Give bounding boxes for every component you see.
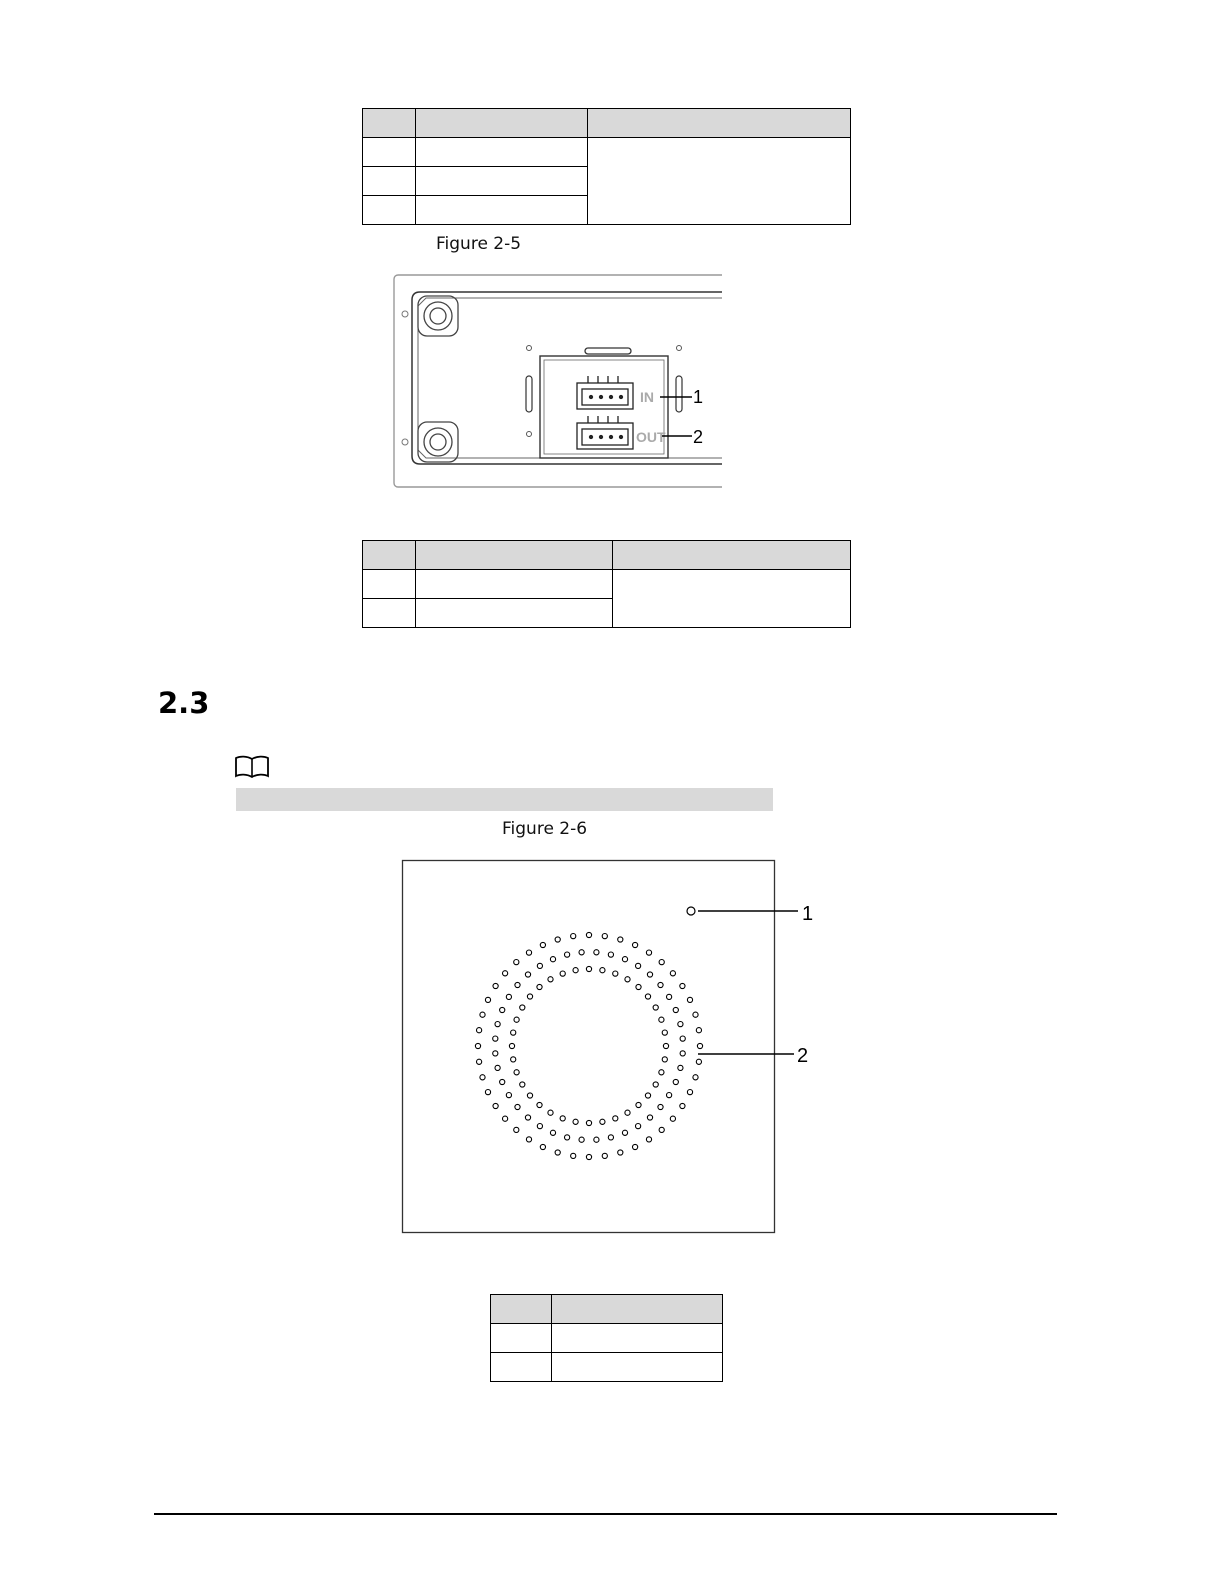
grille-hole [571,1153,576,1158]
grille-hole [658,1104,663,1109]
grille-hole [526,1137,531,1142]
grille-hole [537,1124,542,1129]
header-cell-name [416,541,613,570]
section-number: 2.3 [158,686,210,720]
grille-hole [670,971,675,976]
grille-hole [613,971,618,976]
grille-hole [658,982,663,987]
grille-hole [540,942,545,947]
cell-name [416,570,613,599]
grille-hole [506,1093,511,1098]
grille-hole [636,963,641,968]
table-2 [362,540,851,628]
grille-hole [608,1135,613,1140]
grille-hole [653,1005,658,1010]
grille-hole [636,1124,641,1129]
grille-hole [525,972,530,977]
header-cell-name [416,109,588,138]
cell-no [491,1353,552,1382]
grille-hole [696,1028,701,1033]
grille-hole [647,972,652,977]
grille-hole [693,1012,698,1017]
port-in-connector [577,376,633,409]
grille-hole [678,1022,683,1027]
grille-hole [565,952,570,957]
grille-hole [622,1130,627,1135]
cell-no [363,167,416,196]
grille-hole [697,1043,702,1048]
grille-hole [680,1103,685,1108]
header-cell-description [613,541,851,570]
grille-hole [555,1150,560,1155]
grille-hole [647,1115,652,1120]
grille-hole [560,971,565,976]
book-icon [234,755,270,779]
grille-hole [586,1120,591,1125]
callout-number-2: 2 [797,1045,809,1067]
grille-hole [663,1043,668,1048]
grille-hole [618,1150,623,1155]
grille-hole [511,1030,516,1035]
grille-hole [560,1116,565,1121]
cell-description [588,138,851,225]
grille-hole [659,1127,664,1132]
grille-hole [537,984,542,989]
grille-hole [636,1102,641,1107]
grille-hole [600,968,605,973]
grille-hole [511,1057,516,1062]
grille-hole [493,1051,498,1056]
grille-hole [520,1082,525,1087]
grille-hole [667,1093,672,1098]
grille-hole [670,1116,675,1121]
cell-no [491,1324,552,1353]
grille-hole [625,977,630,982]
grille-hole [625,1110,630,1115]
grille-hole [525,1115,530,1120]
figure-2-5-module-rear [392,272,722,490]
table-row [491,1353,723,1382]
grille-hole [586,1154,591,1159]
grille-hole [673,1079,678,1084]
grille-hole [500,1007,505,1012]
grille-hole [493,1036,498,1041]
grille-hole [602,1153,607,1158]
table-header-row [363,541,851,570]
grille-hole [480,1075,485,1080]
grille-hole [673,1007,678,1012]
table-header-row [363,109,851,138]
grille-hole [594,950,599,955]
table-row [491,1324,723,1353]
table-3 [490,1294,723,1382]
grille-hole [659,1070,664,1075]
table-header-row [491,1295,723,1324]
grille-hole [495,1022,500,1027]
corner-screw-tl [418,296,458,336]
header-cell-no [363,541,416,570]
grille-hole [667,994,672,999]
grille-hole [503,971,508,976]
grille-hole [493,1103,498,1108]
grille-hole [645,994,650,999]
grille-hole [550,957,555,962]
grille-hole [653,1082,658,1087]
grille-hole [633,1144,638,1149]
header-cell-no [363,109,416,138]
grille-hole [602,934,607,939]
grille-hole [503,1116,508,1121]
grille-hole [526,950,531,955]
grille-hole [662,1057,667,1062]
port-out-label: OUT [636,429,666,445]
grille-hole [477,1059,482,1064]
grille-hole [527,994,532,999]
grille-hole [645,1093,650,1098]
figure-caption-2-6: Figure 2-6 [502,819,588,839]
grille-hole [680,983,685,988]
grille-hole [636,984,641,989]
grille-hole [573,1119,578,1124]
grille-hole [555,937,560,942]
grille-hole [485,1090,490,1095]
grille-hole [515,1104,520,1109]
grille-hole [550,1130,555,1135]
header-cell-no [491,1295,552,1324]
grille-hole [514,960,519,965]
grille-hole [527,1093,532,1098]
grille-hole [540,1144,545,1149]
grille-hole [594,1137,599,1142]
table-1 [362,108,851,225]
figure-caption-2-5: Figure 2-5 [436,234,522,254]
grille-hole [680,1036,685,1041]
footer-rule [154,1513,1057,1515]
grille-hole [573,968,578,973]
grille-hole [548,977,553,982]
note-bar [236,788,773,811]
port-in-label: IN [640,389,654,405]
grille-hole [680,1051,685,1056]
grille-hole [579,950,584,955]
callout-number-1: 1 [802,903,814,925]
grille-hole [687,997,692,1002]
header-cell-description [588,109,851,138]
grille-hole [506,994,511,999]
grille-hole [565,1135,570,1140]
grille-hole [659,1017,664,1022]
cell-no [363,570,416,599]
grille-hole [537,963,542,968]
header-cell-name [552,1295,723,1324]
figure-2-6-speaker-module [400,858,820,1236]
cell-name [416,599,613,628]
grille-hole [514,1070,519,1075]
grille-hole [480,1012,485,1017]
grille-hole [475,1043,480,1048]
cell-name [416,196,588,225]
grille-hole [514,1127,519,1132]
grille-hole [509,1043,514,1048]
grille-hole [586,932,591,937]
grille-hole [514,1017,519,1022]
grille-hole [495,1065,500,1070]
grille-hole [646,1137,651,1142]
grille-hole [485,997,490,1002]
cell-name [416,138,588,167]
callout-number-2: 2 [693,427,704,447]
grille-hole [608,952,613,957]
grille-hole [515,982,520,987]
grille-hole [500,1079,505,1084]
table-row [363,138,851,167]
grille-hole [662,1030,667,1035]
port-out-connector [577,416,633,449]
grille-hole [586,966,591,971]
grille-hole [659,960,664,965]
grille-hole [571,934,576,939]
grille-hole [477,1028,482,1033]
grille-hole [493,983,498,988]
grille-hole [520,1005,525,1010]
cell-description [613,570,851,628]
grille-hole [678,1065,683,1070]
indicator-hole [687,907,695,915]
grille-hole [618,937,623,942]
cell-no [363,196,416,225]
grille-hole [613,1116,618,1121]
cell-no [363,599,416,628]
grille-hole [622,957,627,962]
callout-number-1: 1 [693,387,704,407]
grille-hole [537,1102,542,1107]
grille-hole [693,1075,698,1080]
cell-name [552,1324,723,1353]
grille-hole [548,1110,553,1115]
grille-hole [646,950,651,955]
grille-hole [633,942,638,947]
cell-name [552,1353,723,1382]
grille-hole [696,1059,701,1064]
grille-hole [579,1137,584,1142]
speaker-grille [475,932,702,1159]
table-row [363,570,851,599]
cell-name [416,167,588,196]
grille-hole [687,1090,692,1095]
grille-hole [600,1119,605,1124]
cell-no [363,138,416,167]
